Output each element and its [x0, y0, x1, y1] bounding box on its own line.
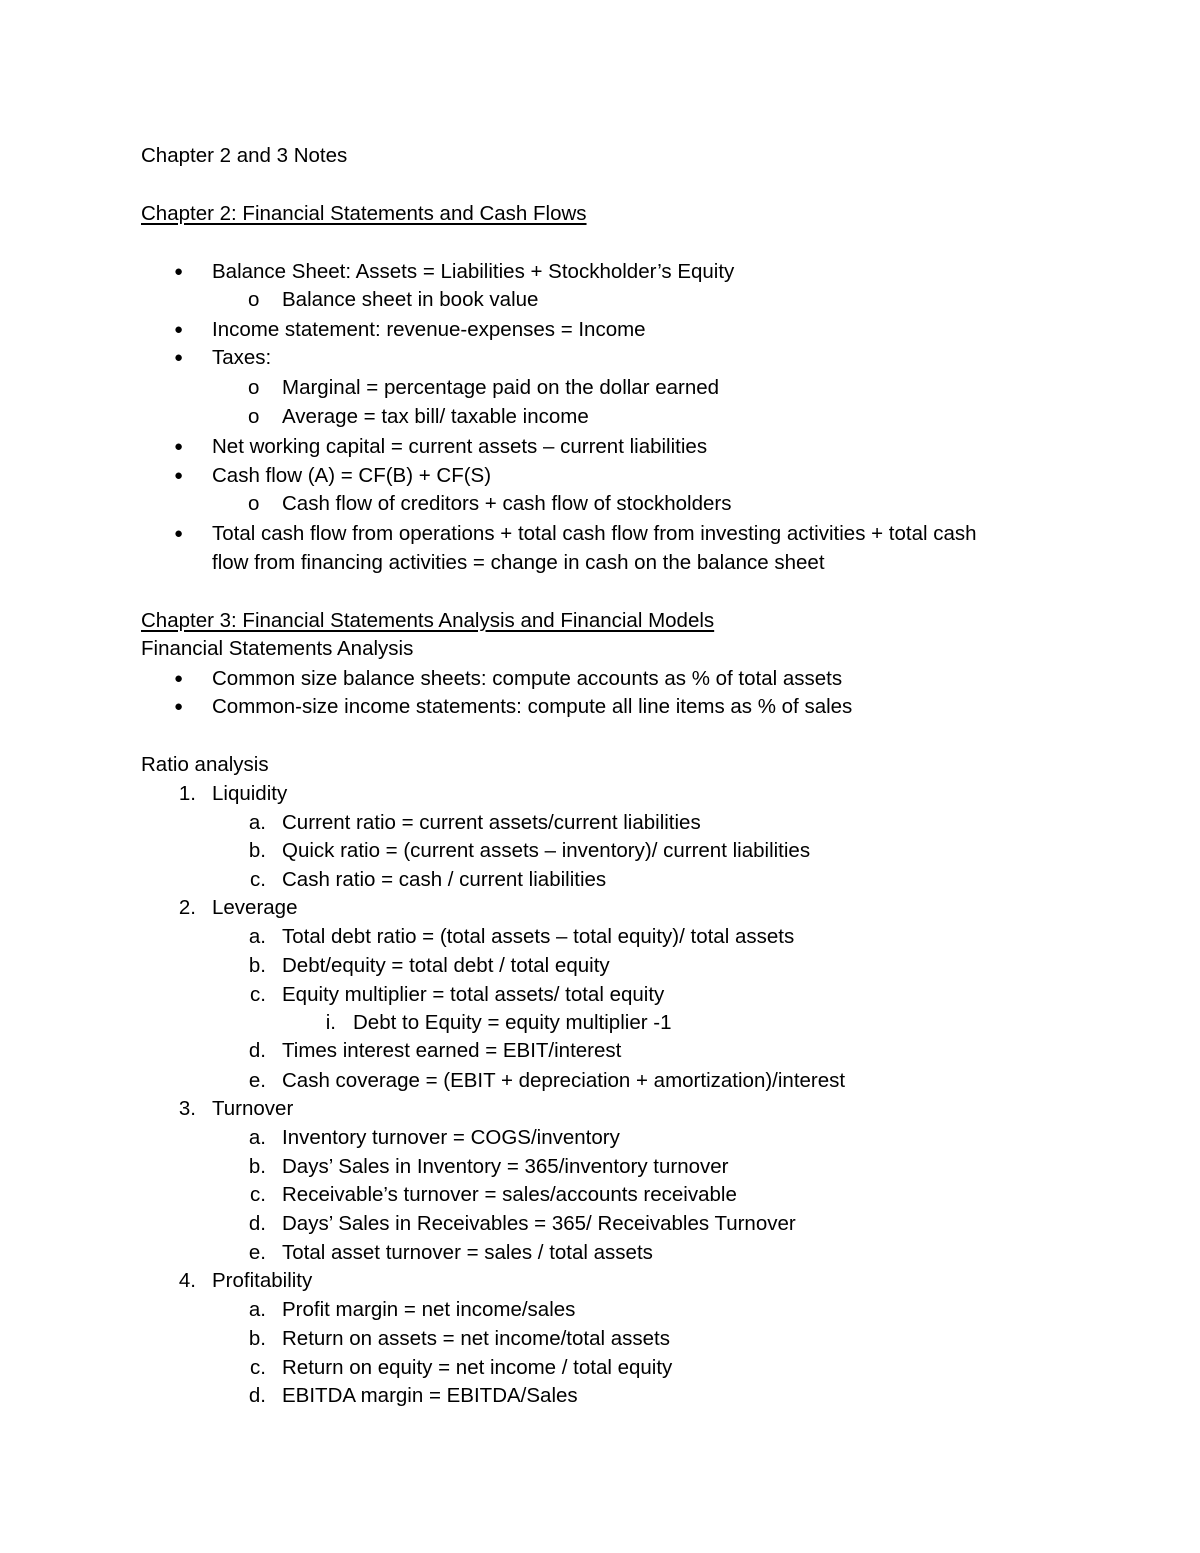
document-title: Chapter 2 and 3 Notes	[141, 144, 348, 167]
list-item: Return on assets = net income/total assets	[282, 1327, 670, 1350]
list-letter: b.	[248, 954, 266, 977]
sub-bullet-marker: o	[248, 376, 260, 399]
list-item: Cash flow (A) = CF(B) + CF(S)	[212, 464, 492, 487]
bullet-marker: ●	[174, 698, 184, 715]
list-item: Income statement: revenue-expenses = Income	[212, 318, 646, 341]
list-item: Common-size income statements: compute all line items as % of sales	[212, 695, 853, 718]
list-letter: b.	[248, 839, 266, 862]
section-subheading: Financial Statements Analysis	[141, 637, 414, 660]
bullet-marker: ●	[174, 467, 184, 484]
list-item: Cash coverage = (EBIT + depreciation + amortization)/interest	[282, 1069, 846, 1092]
list-item: Net working capital = current assets – current liabilities	[212, 435, 708, 458]
list-item: Return on equity = net income / total equity	[282, 1356, 673, 1379]
list-letter: d.	[248, 1384, 266, 1407]
list-letter: c.	[250, 983, 266, 1006]
list-letter: e.	[248, 1069, 266, 1092]
group-label: Liquidity	[212, 782, 288, 805]
list-item: Total asset turnover = sales / total assets	[282, 1241, 653, 1264]
list-letter: c.	[250, 1356, 266, 1379]
list-item: Marginal = percentage paid on the dollar earned	[282, 376, 720, 399]
bullet-marker: ●	[174, 349, 184, 366]
bullet-marker: ●	[174, 438, 184, 455]
list-number: 3.	[178, 1097, 196, 1120]
chapter-2-heading: Chapter 2: Financial Statements and Cash Flows	[141, 202, 587, 225]
list-letter: c.	[250, 1183, 266, 1206]
bullet-marker: ●	[174, 525, 184, 542]
group-label: Turnover	[212, 1097, 294, 1120]
ratio-analysis-title: Ratio analysis	[141, 753, 269, 776]
group-label: Profitability	[212, 1269, 313, 1292]
list-letter: a.	[248, 925, 266, 948]
list-letter: d.	[248, 1212, 266, 1235]
list-item: EBITDA margin = EBITDA/Sales	[282, 1384, 578, 1407]
list-item: Common size balance sheets: compute accounts as % of total assets	[212, 667, 843, 690]
list-letter: a.	[248, 1126, 266, 1149]
list-item: Equity multiplier = total assets/ total equity	[282, 983, 665, 1006]
list-item: Days’ Sales in Inventory = 365/inventory turnover	[282, 1155, 729, 1178]
bullet-marker: ●	[174, 263, 184, 280]
list-item: Debt/equity = total debt / total equity	[282, 954, 610, 977]
list-item-continuation: flow from financing activities = change in cash on the balance sheet	[212, 551, 825, 574]
list-item: Total debt ratio = (total assets – total equity)/ total assets	[282, 925, 795, 948]
list-letter: b.	[248, 1327, 266, 1350]
list-item: Times interest earned = EBIT/interest	[282, 1039, 622, 1062]
list-item: Balance Sheet: Assets = Liabilities + Stockholder’s Equity	[212, 260, 735, 283]
list-item: Balance sheet in book value	[282, 288, 539, 311]
bullet-marker: ●	[174, 321, 184, 338]
sub-bullet-marker: o	[248, 492, 260, 515]
list-letter: a.	[248, 1298, 266, 1321]
chapter-3-heading: Chapter 3: Financial Statements Analysis and Financial Models	[141, 609, 715, 632]
list-number: 1.	[178, 782, 196, 805]
list-letter: b.	[248, 1155, 266, 1178]
list-item: Receivable’s turnover = sales/accounts receivable	[282, 1183, 737, 1206]
list-letter: e.	[248, 1241, 266, 1264]
list-letter: d.	[248, 1039, 266, 1062]
list-item: Debt to Equity = equity multiplier -1	[353, 1011, 672, 1034]
list-item: Quick ratio = (current assets – inventory)/ current liabilities	[282, 839, 811, 862]
group-label: Leverage	[212, 896, 298, 919]
list-item: Cash flow of creditors + cash flow of stockholders	[282, 492, 732, 515]
list-letter: a.	[248, 811, 266, 834]
list-item: Current ratio = current assets/current liabilities	[282, 811, 701, 834]
list-item: Inventory turnover = COGS/inventory	[282, 1126, 620, 1149]
sub-bullet-marker: o	[248, 405, 260, 428]
list-roman: i.	[325, 1011, 336, 1034]
list-item: Average = tax bill/ taxable income	[282, 405, 589, 428]
list-item: Days’ Sales in Receivables = 365/ Receivables Turnover	[282, 1212, 796, 1235]
sub-bullet-marker: o	[248, 288, 260, 311]
list-number: 2.	[178, 896, 196, 919]
list-item: Taxes:	[212, 346, 272, 369]
list-item: Cash ratio = cash / current liabilities	[282, 868, 607, 891]
list-letter: c.	[250, 868, 266, 891]
list-item: Profit margin = net income/sales	[282, 1298, 576, 1321]
bullet-marker: ●	[174, 670, 184, 687]
list-item: Total cash flow from operations + total cash flow from investing activities + total cash	[212, 522, 977, 545]
list-number: 4.	[178, 1269, 196, 1292]
